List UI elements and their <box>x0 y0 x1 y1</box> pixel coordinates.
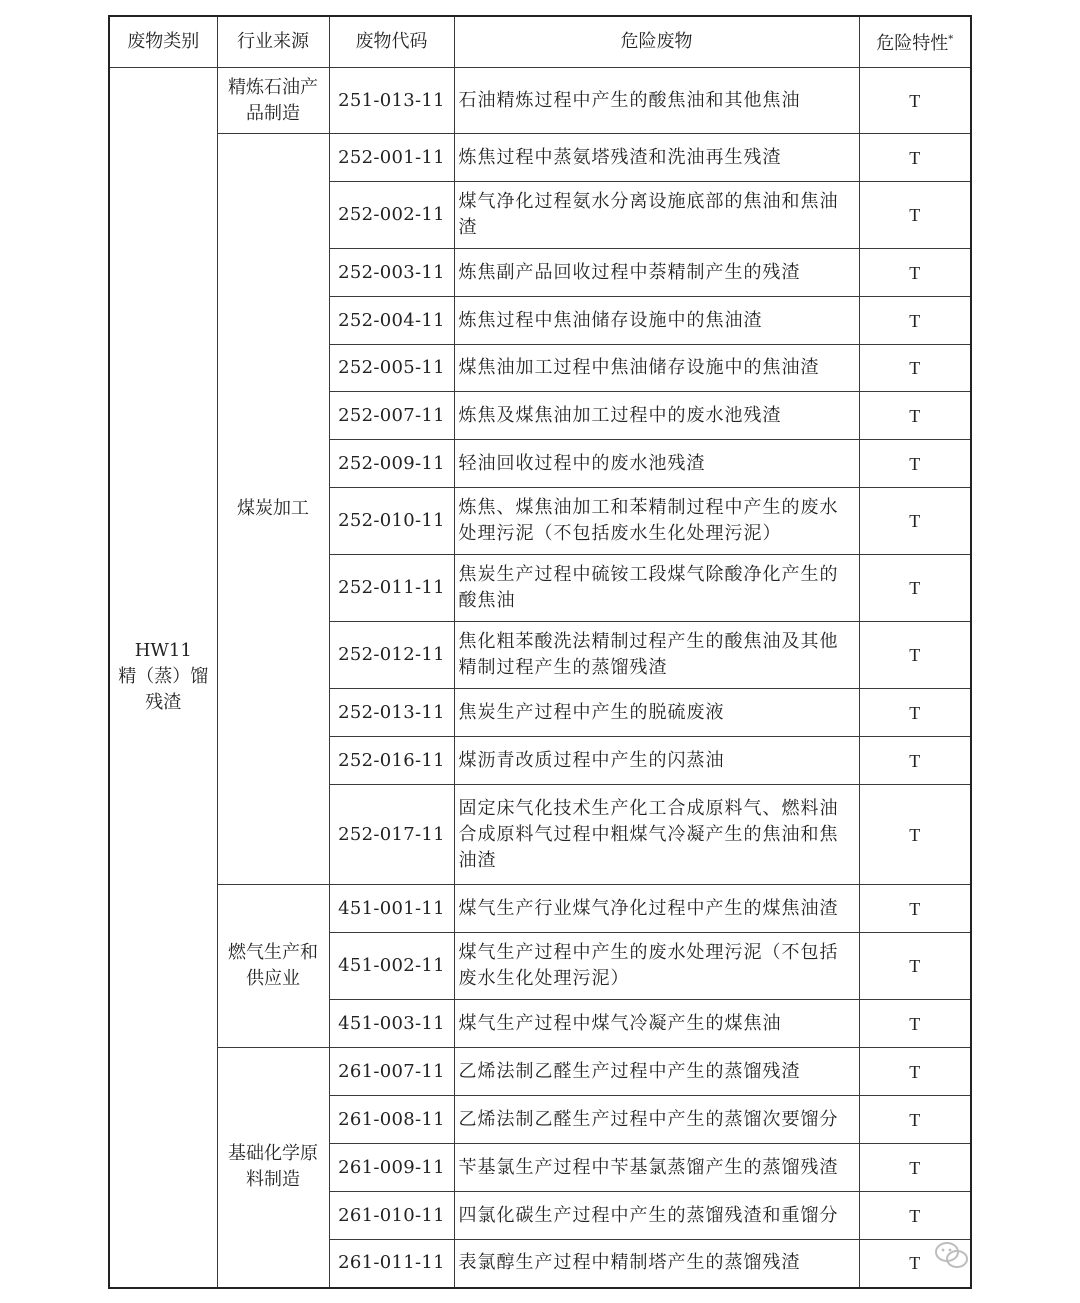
waste-code: 252-010-11 <box>329 488 454 555</box>
waste-description: 炼焦过程中蒸氨塔残渣和洗油再生残渣 <box>454 134 859 182</box>
table-row <box>109 1048 971 1096</box>
hazard-property: T <box>859 622 971 689</box>
hazard-property: T <box>859 785 971 885</box>
waste-description: 石油精炼过程中产生的酸焦油和其他焦油 <box>454 68 859 134</box>
waste-code: 252-012-11 <box>329 622 454 689</box>
header-code: 废物代码 <box>329 16 454 68</box>
waste-description: 煤气生产行业煤气净化过程中产生的煤焦油渣 <box>454 885 859 933</box>
hazard-property: T <box>859 737 971 785</box>
waste-description: 苄基氯生产过程中苄基氯蒸馏产生的蒸馏残渣 <box>454 1144 859 1192</box>
waste-description: 煤气生产过程中煤气冷凝产生的煤焦油 <box>454 1000 859 1048</box>
waste-code: 252-003-11 <box>329 249 454 297</box>
industry-source-cell: 燃气生产和 供应业 <box>217 885 329 1048</box>
waste-code: 252-002-11 <box>329 182 454 249</box>
industry-source-cell: 煤炭加工 <box>217 134 329 885</box>
header-source: 行业来源 <box>217 16 329 68</box>
waste-description: 表氯醇生产过程中精制塔产生的蒸馏残渣 <box>454 1240 859 1288</box>
waste-category-cell <box>109 68 217 1288</box>
waste-description: 煤气净化过程氨水分离设施底部的焦油和焦油渣 <box>454 182 859 249</box>
hazard-property: T <box>859 297 971 345</box>
waste-description: 焦化粗苯酸洗法精制过程产生的酸焦油及其他精制过程产生的蒸馏残渣 <box>454 622 859 689</box>
waste-code: 251-013-11 <box>329 68 454 134</box>
waste-description: 固定床气化技术生产化工合成原料气、燃料油合成原料气过程中粗煤气冷凝产生的焦油和焦油渣 <box>454 785 859 885</box>
hazard-property: T <box>859 68 971 134</box>
waste-code: 261-010-11 <box>329 1192 454 1240</box>
waste-description: 乙烯法制乙醛生产过程中产生的蒸馏残渣 <box>454 1048 859 1096</box>
hazard-property: T <box>859 1096 971 1144</box>
waste-code: 451-002-11 <box>329 933 454 1000</box>
waste-description: 焦炭生产过程中硫铵工段煤气除酸净化产生的酸焦油 <box>454 555 859 622</box>
hazard-property: T <box>859 1048 971 1096</box>
category-name-cont: 残渣 <box>145 692 182 714</box>
waste-description: 焦炭生产过程中产生的脱硫废液 <box>454 689 859 737</box>
hazard-property: T <box>859 345 971 392</box>
industry-source-cell: 基础化学原 料制造 <box>217 1048 329 1288</box>
industry-source-cell: 精炼石油产 品制造 <box>217 68 329 134</box>
footnote-mark: * <box>948 34 954 45</box>
hazard-property: T <box>859 488 971 555</box>
waste-description: 煤焦油加工过程中焦油储存设施中的焦油渣 <box>454 345 859 392</box>
header-row <box>109 16 971 68</box>
header-category: 废物类别 <box>109 16 217 68</box>
hazard-property: T <box>859 933 971 1000</box>
header-waste: 危险废物 <box>454 16 859 68</box>
table-row <box>109 134 971 182</box>
hazard-property: T <box>859 885 971 933</box>
hazard-property: T <box>859 182 971 249</box>
hazard-property: T <box>859 1192 971 1240</box>
waste-description: 炼焦副产品回收过程中萘精制产生的残渣 <box>454 249 859 297</box>
waste-description: 炼焦及煤焦油加工过程中的废水池残渣 <box>454 392 859 440</box>
wechat-logo-icon <box>934 1240 970 1270</box>
hazard-property: T <box>859 555 971 622</box>
hazard-property: T <box>859 1240 971 1288</box>
waste-description: 煤沥青改质过程中产生的闪蒸油 <box>454 737 859 785</box>
waste-code: 252-001-11 <box>329 134 454 182</box>
hazard-property: T <box>859 440 971 488</box>
hazard-property: T <box>859 689 971 737</box>
waste-code: 451-001-11 <box>329 885 454 933</box>
waste-code: 252-007-11 <box>329 392 454 440</box>
table-row <box>109 885 971 933</box>
waste-description: 炼焦、煤焦油加工和苯精制过程中产生的废水处理污泥（不包括废水生化处理污泥） <box>454 488 859 555</box>
waste-code: 451-003-11 <box>329 1000 454 1048</box>
hazardous-waste-table <box>108 15 972 1289</box>
category-code: HW11 <box>134 640 192 662</box>
hazard-property: T <box>859 392 971 440</box>
waste-code: 252-013-11 <box>329 689 454 737</box>
hazard-property: T <box>859 1144 971 1192</box>
waste-code: 252-017-11 <box>329 785 454 885</box>
waste-description: 轻油回收过程中的废水池残渣 <box>454 440 859 488</box>
header-property: 危险特性* <box>859 16 971 68</box>
waste-description: 炼焦过程中焦油储存设施中的焦油渣 <box>454 297 859 345</box>
waste-code: 261-009-11 <box>329 1144 454 1192</box>
waste-code: 252-009-11 <box>329 440 454 488</box>
hazard-property: T <box>859 249 971 297</box>
waste-code: 252-011-11 <box>329 555 454 622</box>
hazard-property: T <box>859 1000 971 1048</box>
waste-code: 252-004-11 <box>329 297 454 345</box>
hazard-property: T <box>859 134 971 182</box>
wechat-watermark <box>934 1237 1054 1273</box>
waste-description: 煤气生产过程中产生的废水处理污泥（不包括废水生化处理污泥） <box>454 933 859 1000</box>
waste-code: 261-011-11 <box>329 1240 454 1288</box>
waste-code: 261-008-11 <box>329 1096 454 1144</box>
table-row <box>109 68 971 134</box>
waste-description: 乙烯法制乙醛生产过程中产生的蒸馏次要馏分 <box>454 1096 859 1144</box>
waste-code: 252-016-11 <box>329 737 454 785</box>
waste-code: 252-005-11 <box>329 345 454 392</box>
category-name: 精（蒸）馏 <box>118 666 209 688</box>
waste-description: 四氯化碳生产过程中产生的蒸馏残渣和重馏分 <box>454 1192 859 1240</box>
waste-code: 261-007-11 <box>329 1048 454 1096</box>
